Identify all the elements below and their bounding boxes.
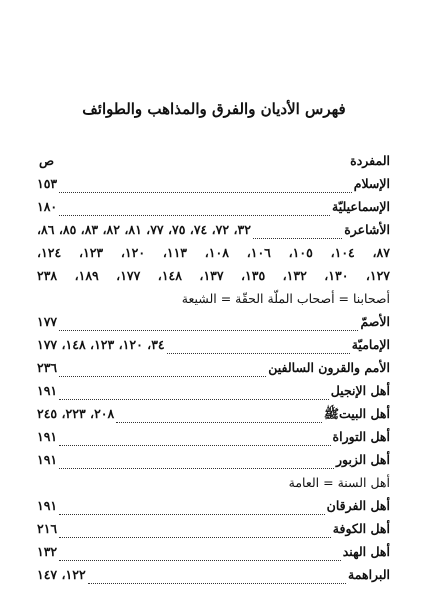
entry-page-numbers: ١٧٧ bbox=[37, 314, 58, 329]
dot-leader bbox=[59, 436, 330, 446]
entry-page-numbers: ١٩١ bbox=[37, 429, 58, 444]
dot-leader bbox=[59, 206, 330, 216]
entry-term: الإسماعيليّة bbox=[332, 199, 390, 214]
dot-leader bbox=[59, 367, 266, 377]
entry-page-numbers: ٢١٦ bbox=[37, 521, 58, 536]
index-entry bbox=[37, 360, 390, 383]
entry-term: أهل الكوفة bbox=[332, 521, 390, 536]
entry-page-numbers: ٣٢، ٧٢، ٧٤، ٧٥، ٧٧، ٨١، ٨٢، ٨٣، ٨٥، ٨٦، bbox=[37, 222, 251, 237]
entry-term: الأصمّ bbox=[360, 314, 390, 329]
page-title: فهرس الأديان والفرق والمذاهب والطوائف bbox=[82, 100, 346, 118]
entry-page-numbers: ١٢٢، ١٤٧ bbox=[37, 567, 86, 582]
header-page-label: ص bbox=[39, 153, 55, 168]
entry-term: الأشاعرة bbox=[344, 222, 390, 237]
index-entry bbox=[37, 406, 390, 429]
cross-reference-text: أهل السنة = العامة bbox=[288, 475, 390, 490]
index-entries bbox=[37, 176, 390, 590]
dot-leader bbox=[59, 528, 331, 538]
index-entry bbox=[37, 429, 390, 452]
entry-page-numbers: ٨٧، ١٠٤، ١٠٥، ١٠٦، ١٠٨، ١١٣، ١٢٠، ١٢٣، ١٢٤، bbox=[37, 245, 390, 260]
index-entry bbox=[37, 544, 390, 567]
entry-term: أهل التوراة bbox=[332, 429, 390, 444]
index-cross-reference bbox=[37, 475, 390, 498]
dot-leader bbox=[88, 574, 346, 584]
entry-page-numbers: ٢٠٨، ٢٢٣، ٢٤٥ bbox=[37, 406, 115, 421]
dot-leader bbox=[59, 551, 341, 561]
index-entry bbox=[37, 452, 390, 475]
entry-term: البراهمة bbox=[348, 567, 390, 582]
dot-leader bbox=[253, 229, 342, 239]
index-entry bbox=[37, 521, 390, 544]
index-entry bbox=[37, 498, 390, 521]
index-entry bbox=[37, 383, 390, 406]
dot-leader bbox=[59, 183, 352, 193]
index-entry bbox=[37, 567, 390, 590]
index-header bbox=[37, 153, 390, 169]
entry-page-numbers: ١٩١ bbox=[37, 498, 58, 513]
index-entry bbox=[37, 199, 390, 222]
dot-leader bbox=[59, 459, 334, 469]
index-cross-reference bbox=[37, 291, 390, 314]
entry-term: أهل الإنجيل bbox=[330, 383, 390, 398]
entry-page-numbers: ١٩١ bbox=[37, 452, 58, 467]
dot-leader bbox=[167, 344, 350, 354]
index-entry bbox=[37, 337, 390, 360]
index-entry bbox=[37, 314, 390, 337]
entry-term: الإماميّة bbox=[351, 337, 390, 352]
header-term-label: المفردة bbox=[350, 153, 390, 168]
entry-term: الإسلام bbox=[353, 176, 390, 191]
index-continuation-line bbox=[37, 268, 390, 291]
cross-reference-text: أصحابنا = أصحاب الملّة الحقّة = الشيعة bbox=[181, 291, 390, 306]
entry-term: الأمم والقرون السالفين bbox=[268, 360, 390, 375]
entry-page-numbers: ١٥٣ bbox=[37, 176, 58, 191]
entry-term: أهل الهند bbox=[342, 544, 390, 559]
index-continuation-line bbox=[37, 245, 390, 268]
entry-term: أهل الزبور bbox=[335, 452, 390, 467]
dot-leader bbox=[116, 413, 322, 423]
dot-leader bbox=[59, 390, 329, 400]
entry-page-numbers: ١٣٢ bbox=[37, 544, 58, 559]
dot-leader bbox=[59, 505, 324, 515]
dot-leader bbox=[59, 321, 358, 331]
entry-page-numbers: ٢٣٦ bbox=[37, 360, 58, 375]
entry-page-numbers: ١٨٠ bbox=[37, 199, 58, 214]
entry-term: أهل الفرقان bbox=[326, 498, 390, 513]
index-entry bbox=[37, 176, 390, 199]
entry-page-numbers: ١٩١ bbox=[37, 383, 58, 398]
entry-page-numbers: ٣٤، ١٢٠، ١٢٣، ١٤٨، ١٧٧ bbox=[37, 337, 165, 352]
entry-page-numbers: ١٢٧، ١٣٠، ١٣٢، ١٣٥، ١٣٧، ١٤٨، ١٧٧، ١٨٩، ٢٣٨ bbox=[37, 268, 391, 283]
entry-term: أهل البيتﷺ bbox=[323, 406, 390, 421]
index-entry bbox=[37, 222, 390, 245]
